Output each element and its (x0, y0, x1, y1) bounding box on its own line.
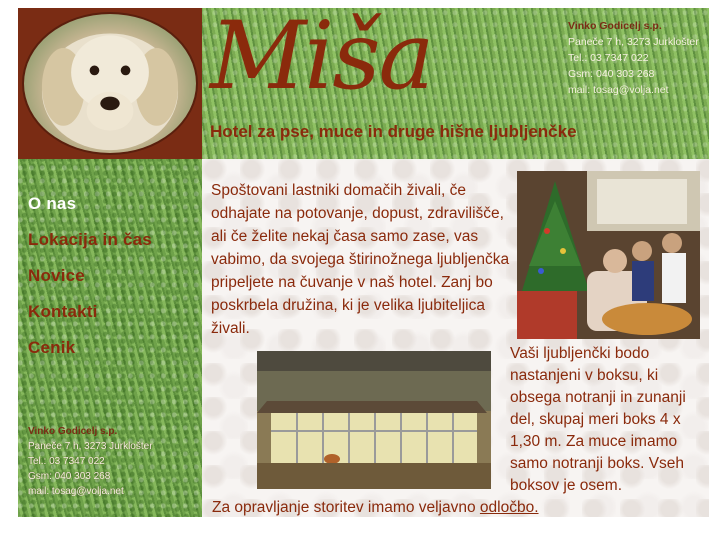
page-frame (18, 2, 709, 517)
boxes-text: Vaši ljubljenčki bodo nastanjeni v boksu, ki obsega notranji in zunanji del, skupaj meri boks 4 x 1,30 m. Za muce imamo samo notranji boks. Vseh boksov je osem. (510, 345, 686, 494)
main-content (202, 159, 709, 517)
nav-item-lokacija[interactable]: Lokacija in čas (28, 230, 152, 249)
header-contact-mail: mail: tosag@volja.net (568, 84, 669, 96)
intro-text: Spoštovani lastniki domačih živali, če odhajate na potovanje, dopust, zdravilišče, ali če želite nekaj časa samo zase, vas vabimo, da svojega štirinožnega ljubljenčka pripeljete na čuvanje v naš hotel. Zanj bo poskrbela družina, ki je velika ljubiteljica živali. (211, 182, 510, 337)
sidebar-contact-mail: mail: tosag@volja.net (28, 486, 124, 497)
page-subtitle: Hotel za pse, muce in druge hišne ljubljenčke (210, 122, 577, 141)
sidebar-contact-tel: Tel.: 03 7347 022 (28, 456, 105, 467)
header-contact-gsm: Gsm: 040 303 268 (568, 68, 655, 80)
nav-item-o-nas[interactable]: O nas (28, 194, 77, 213)
dog-image (24, 14, 196, 153)
decision-link[interactable]: odločbo. (479, 499, 539, 516)
header-contact-name: Vinko Godicelj s.p. (568, 20, 662, 32)
sidebar-contact-address: Paneče 7 h, 3273 Jurklošter (28, 441, 153, 452)
logo-title: Miša (210, 2, 433, 111)
christmas-image (517, 171, 700, 339)
sidebar-contact-name: Vinko Godicelj s.p. (28, 426, 118, 437)
header-contact-tel: Tel.: 03 7347 022 (568, 52, 649, 64)
footer-text: Za opravljanje storitev imamo veljavno (212, 499, 480, 516)
header-contact-address: Paneče 7 h, 3273 Jurklošter (568, 36, 699, 48)
dog-photo (22, 12, 198, 155)
nav-item-kontakti[interactable]: Kontakti (28, 302, 98, 321)
christmas-photo (517, 171, 700, 339)
nav-item-novice[interactable]: Novice (28, 266, 85, 285)
sidebar-contact (28, 424, 153, 499)
left-column (18, 8, 202, 517)
logo-box (18, 8, 202, 159)
header-contact (568, 18, 699, 98)
kennel-image (257, 351, 491, 489)
sidebar-contact-gsm: Gsm: 040 303 268 (28, 471, 111, 482)
main-nav (28, 194, 152, 374)
kennel-photo (257, 351, 491, 489)
nav-item-cenik[interactable]: Cenik (28, 338, 76, 357)
header (202, 2, 709, 159)
footer-line (212, 499, 539, 517)
